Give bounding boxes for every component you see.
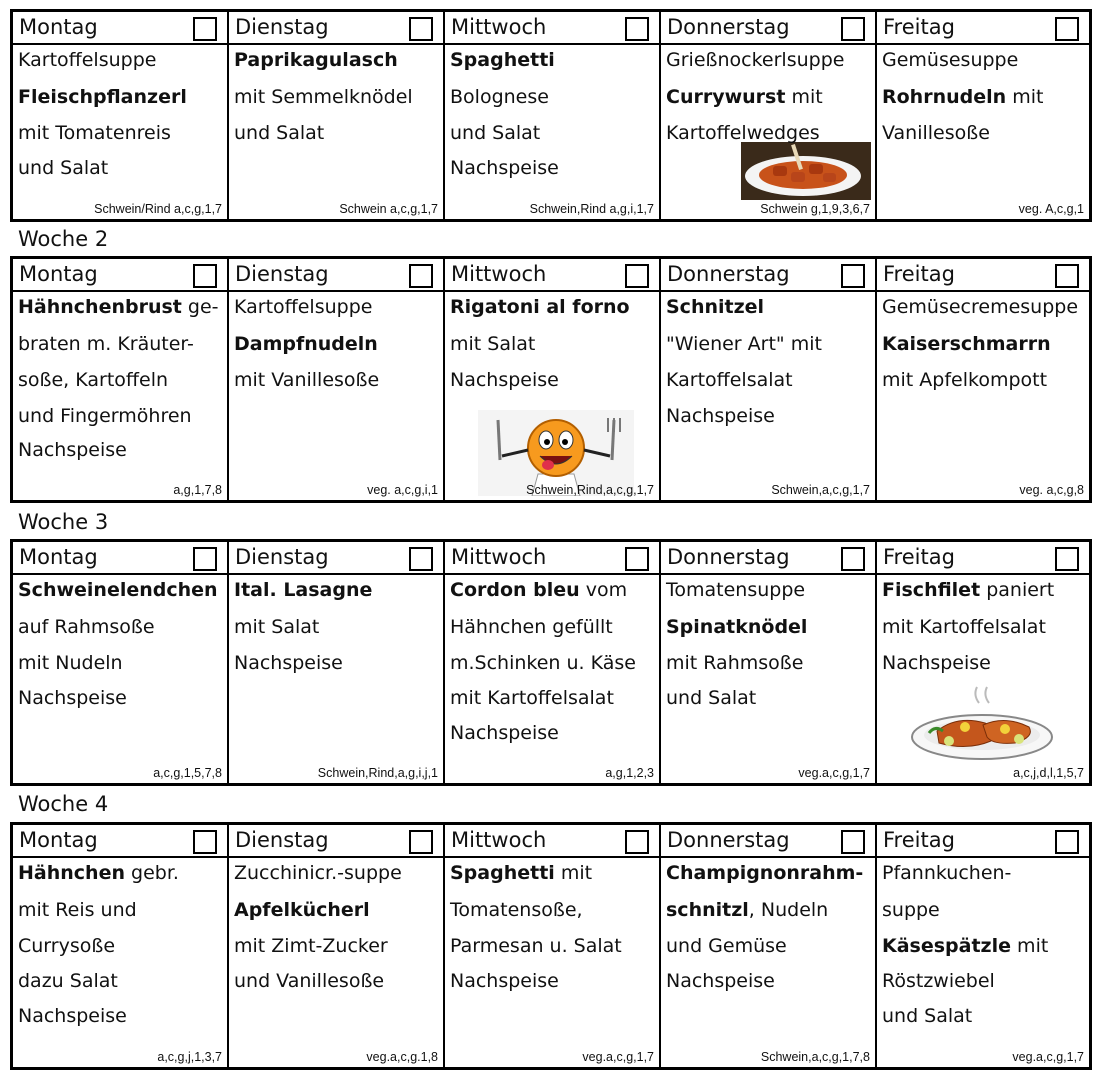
day-name: Mittwoch [451, 545, 547, 569]
meal-description [661, 858, 875, 1067]
meal-description [445, 45, 659, 219]
order-checkbox[interactable] [841, 17, 865, 41]
meal-text: und Salat [450, 122, 541, 144]
meal-text: Zucchinicr.-suppe [234, 862, 402, 884]
meal-line [450, 861, 655, 885]
order-checkbox[interactable] [193, 547, 217, 571]
meal-text: Pfannkuchen- [882, 862, 1012, 884]
day-cell-mittwoch [445, 12, 661, 219]
meal-description [877, 45, 1089, 219]
day-header [877, 542, 1089, 575]
day-cell-donnerstag [661, 542, 877, 783]
allergen-info: Schwein/Rind a,c,g,1,7 [94, 202, 222, 216]
meal-text: Tomatensoße, [450, 899, 583, 921]
meal-line [234, 898, 439, 922]
meal-line [450, 368, 655, 392]
meal-line [882, 934, 1085, 958]
day-name: Dienstag [235, 545, 329, 569]
meal-text: Tomatensuppe [666, 579, 806, 601]
meal-text: mit Nudeln [18, 652, 123, 674]
day-cell-freitag [877, 825, 1089, 1067]
meal-text: Kartoffelsuppe [234, 296, 373, 318]
allergen-info: Schwein,Rind,a,g,i,j,1 [317, 766, 438, 780]
meal-text: auf Rahmsoße [18, 616, 155, 638]
day-name: Montag [19, 828, 98, 852]
meal-text: Nachspeise [450, 722, 559, 744]
week-grid [10, 9, 1092, 222]
meal-line [666, 934, 871, 958]
day-name: Freitag [883, 262, 955, 286]
allergen-info: veg.a,c,g.1,8 [366, 1050, 438, 1064]
meal-line [450, 615, 655, 639]
allergen-info: Schwein,Rind,a,c,g,1,7 [526, 483, 654, 497]
meal-text: Kartoffelsuppe [18, 49, 157, 71]
meal-line [234, 578, 439, 602]
meal-line [450, 686, 655, 710]
meal-text: mit Tomatenreis [18, 122, 171, 144]
meal-text: Nachspeise [18, 439, 127, 461]
order-checkbox[interactable] [841, 264, 865, 288]
dish-name: Apfelkücherl [234, 899, 370, 921]
day-name: Donnerstag [667, 545, 790, 569]
meal-line [666, 969, 871, 993]
day-header [13, 542, 227, 575]
meal-line [450, 651, 655, 675]
allergen-info: Schwein,Rind a,g,i,1,7 [529, 202, 654, 216]
meal-text: Nachspeise [234, 652, 343, 674]
meal-text: braten m. Kräuter- [18, 333, 194, 355]
meal-line [882, 295, 1085, 319]
allergen-info: veg. a,c,g,8 [1019, 483, 1084, 497]
order-checkbox[interactable] [193, 830, 217, 854]
day-header [661, 825, 875, 858]
allergen-info: veg.a,c,g,1,7 [582, 1050, 654, 1064]
meal-line [666, 295, 871, 319]
meal-line [882, 578, 1085, 602]
meal-text: Nachspeise [18, 687, 127, 709]
meal-line [882, 48, 1085, 72]
meal-text: Nachspeise [450, 157, 559, 179]
day-name: Mittwoch [451, 262, 547, 286]
meal-line [18, 295, 223, 319]
allergen-info: veg. a,c,g,i,1 [367, 483, 438, 497]
day-cell-montag [13, 12, 229, 219]
meal-line [234, 295, 439, 319]
meal-line [882, 1004, 1085, 1028]
meal-text: mit [1006, 86, 1044, 108]
meal-description [661, 45, 875, 219]
day-cell-dienstag [229, 259, 445, 500]
meal-text: dazu Salat [18, 970, 118, 992]
dish-name: schnitzl [666, 899, 749, 921]
day-name: Dienstag [235, 262, 329, 286]
day-cell-freitag [877, 259, 1089, 500]
meal-line [18, 861, 223, 885]
meal-line [18, 368, 223, 392]
meal-line [666, 615, 871, 639]
meal-line [234, 121, 439, 145]
meal-description [13, 292, 227, 500]
meal-line [666, 85, 871, 109]
day-cell-dienstag [229, 825, 445, 1067]
meal-line [882, 898, 1085, 922]
day-name: Montag [19, 262, 98, 286]
meal-text: Nachspeise [666, 405, 775, 427]
dish-name: Dampfnudeln [234, 333, 378, 355]
meal-line [234, 861, 439, 885]
dish-name: Cordon bleu [450, 579, 580, 601]
meal-text: mit Zimt-Zucker [234, 935, 388, 957]
meal-text: Nachspeise [18, 1005, 127, 1027]
dish-name: Rigatoni al forno [450, 296, 630, 318]
week-grid [10, 822, 1092, 1070]
meal-line [450, 934, 655, 958]
allergen-info: a,g,1,2,3 [605, 766, 654, 780]
day-cell-freitag [877, 12, 1089, 219]
meal-line [234, 332, 439, 356]
meal-line [666, 686, 871, 710]
dish-name: Hähnchenbrust [18, 296, 182, 318]
meal-text: mit Rahmsoße [666, 652, 804, 674]
meal-line [666, 121, 871, 145]
meal-text: , Nudeln [748, 899, 829, 921]
meal-line [666, 861, 871, 885]
dish-name: Hähnchen [18, 862, 125, 884]
meal-line [18, 48, 223, 72]
day-name: Mittwoch [451, 15, 547, 39]
meal-line [882, 368, 1085, 392]
meal-text: paniert [980, 579, 1055, 601]
day-name: Mittwoch [451, 828, 547, 852]
meal-text: Hähnchen gefüllt [450, 616, 613, 638]
meal-line [18, 121, 223, 145]
day-name: Donnerstag [667, 15, 790, 39]
meal-description [229, 45, 443, 219]
meal-description [877, 575, 1089, 783]
meal-line [18, 934, 223, 958]
order-checkbox[interactable] [1055, 830, 1079, 854]
meal-line [234, 934, 439, 958]
meal-text: mit Salat [234, 616, 320, 638]
meal-text: und Salat [666, 687, 757, 709]
meal-text: mit Semmelknödel [234, 86, 413, 108]
dish-name: Fischfilet [882, 579, 981, 601]
day-header [661, 12, 875, 45]
currywurst-photo [741, 142, 871, 204]
day-header [445, 825, 659, 858]
day-cell-dienstag [229, 12, 445, 219]
order-checkbox[interactable] [625, 264, 649, 288]
meal-text: und Salat [18, 157, 109, 179]
day-cell-freitag [877, 542, 1089, 783]
meal-line [882, 332, 1085, 356]
meal-description [445, 292, 659, 500]
week-label: Woche 2 [18, 227, 109, 251]
meal-text: soße, Kartoffeln [18, 369, 169, 391]
day-name: Freitag [883, 15, 955, 39]
allergen-info: a,c,g,1,5,7,8 [153, 766, 222, 780]
meal-line [450, 85, 655, 109]
day-header [13, 259, 227, 292]
meal-line [18, 438, 223, 462]
meal-line [882, 121, 1085, 145]
meal-line [18, 332, 223, 356]
meal-line [18, 615, 223, 639]
meal-line [234, 85, 439, 109]
meal-line [666, 48, 871, 72]
day-header [445, 259, 659, 292]
allergen-info: a,g,1,7,8 [173, 483, 222, 497]
meal-description [13, 45, 227, 219]
order-checkbox[interactable] [409, 830, 433, 854]
order-checkbox[interactable] [1055, 264, 1079, 288]
dish-name: Schweinelendchen [18, 579, 218, 601]
day-name: Donnerstag [667, 262, 790, 286]
day-header [229, 12, 443, 45]
order-checkbox[interactable] [193, 264, 217, 288]
week-grid [10, 256, 1092, 503]
allergen-info: Schwein g,1,9,3,6,7 [760, 202, 870, 216]
allergen-info: Schwein,a,c,g,1,7,8 [760, 1050, 870, 1064]
dish-name: Currywurst [666, 86, 786, 108]
day-cell-donnerstag [661, 825, 877, 1067]
day-cell-donnerstag [661, 259, 877, 500]
meal-description [661, 575, 875, 783]
meal-text: mit Vanillesoße [234, 369, 380, 391]
meal-line [18, 898, 223, 922]
meal-line [450, 969, 655, 993]
meal-text: Vanillesoße [882, 122, 990, 144]
meal-line [450, 332, 655, 356]
meal-line [666, 332, 871, 356]
day-name: Dienstag [235, 15, 329, 39]
meal-description [877, 858, 1089, 1067]
meal-line [882, 85, 1085, 109]
order-checkbox[interactable] [409, 17, 433, 41]
meal-text: mit [785, 86, 823, 108]
dish-name: Käsespätzle [882, 935, 1012, 957]
dish-name: Schnitzel [666, 296, 765, 318]
dish-name: Fleischpflanzerl [18, 86, 187, 108]
day-name: Montag [19, 15, 98, 39]
meal-text: mit Apfelkompott [882, 369, 1048, 391]
day-cell-montag [13, 259, 229, 500]
allergen-info: Schwein a,c,g,1,7 [339, 202, 438, 216]
meal-text: mit Kartoffelsalat [450, 687, 614, 709]
day-name: Freitag [883, 828, 955, 852]
meal-text: mit Salat [450, 333, 536, 355]
meal-description [877, 292, 1089, 500]
meal-text: m.Schinken u. Käse [450, 652, 636, 674]
meal-text: und Fingermöhren [18, 405, 192, 427]
meal-line [666, 898, 871, 922]
meal-line [450, 121, 655, 145]
meal-text: gebr. [124, 862, 179, 884]
meal-text: mit [554, 862, 593, 884]
day-header [229, 259, 443, 292]
meal-text: "Wiener Art" mit [666, 333, 822, 355]
meal-description [13, 575, 227, 783]
week-label: Woche 4 [18, 792, 109, 816]
order-checkbox[interactable] [625, 547, 649, 571]
day-header [445, 12, 659, 45]
meal-text: suppe [882, 899, 940, 921]
order-checkbox[interactable] [409, 547, 433, 571]
dish-name: Kaiserschmarrn [882, 333, 1051, 355]
meal-text: und Salat [234, 122, 325, 144]
meal-description [229, 292, 443, 500]
day-cell-dienstag [229, 542, 445, 783]
meal-text: und Vanillesoße [234, 970, 385, 992]
meal-line [882, 969, 1085, 993]
meal-text: Nachspeise [666, 970, 775, 992]
meal-description [445, 858, 659, 1067]
meal-line [450, 721, 655, 745]
day-header [877, 259, 1089, 292]
meal-text: Nachspeise [450, 970, 559, 992]
dish-name: Champignonrahm- [666, 862, 864, 884]
meal-text: Kartoffelwedges [666, 122, 820, 144]
dish-name: Spinatknödel [666, 616, 808, 638]
day-header [877, 12, 1089, 45]
dish-name: Spaghetti [450, 49, 555, 71]
meal-text: mit Kartoffelsalat [882, 616, 1046, 638]
day-header [445, 542, 659, 575]
meal-text: und Salat [882, 1005, 973, 1027]
day-cell-montag [13, 542, 229, 783]
meal-line [18, 969, 223, 993]
day-name: Freitag [883, 545, 955, 569]
order-checkbox[interactable] [1055, 547, 1079, 571]
meal-line [450, 578, 655, 602]
day-header [13, 825, 227, 858]
order-checkbox[interactable] [841, 830, 865, 854]
meal-text: Röstzwiebel [882, 970, 995, 992]
day-name: Donnerstag [667, 828, 790, 852]
meal-line [666, 404, 871, 428]
meal-line [18, 578, 223, 602]
order-checkbox[interactable] [625, 830, 649, 854]
meal-text: und Gemüse [666, 935, 787, 957]
allergen-info: veg.a,c,g,1,7 [1012, 1050, 1084, 1064]
meal-text: mit Reis und [18, 899, 137, 921]
allergen-info: a,c,j,d,l,1,5,7 [1013, 766, 1084, 780]
meal-line [234, 969, 439, 993]
day-header [661, 259, 875, 292]
meal-text: vom [579, 579, 628, 601]
meal-description [229, 858, 443, 1067]
fish-plate [907, 685, 1057, 771]
order-checkbox[interactable] [1055, 17, 1079, 41]
order-checkbox[interactable] [625, 17, 649, 41]
meal-text: Parmesan u. Salat [450, 935, 622, 957]
meal-text: Currysoße [18, 935, 116, 957]
day-header [877, 825, 1089, 858]
meal-line [18, 85, 223, 109]
meal-text: ge- [181, 296, 219, 318]
meal-line [666, 368, 871, 392]
day-header [229, 542, 443, 575]
meal-line [18, 156, 223, 180]
meal-line [450, 898, 655, 922]
meal-line [234, 651, 439, 675]
meal-line [18, 1004, 223, 1028]
day-header [661, 542, 875, 575]
meal-text: Nachspeise [450, 369, 559, 391]
day-name: Montag [19, 545, 98, 569]
dish-name: Spaghetti [450, 862, 555, 884]
meal-description [661, 292, 875, 500]
order-checkbox[interactable] [409, 264, 433, 288]
meal-line [450, 48, 655, 72]
meal-line [234, 615, 439, 639]
meal-line [450, 295, 655, 319]
meal-description [13, 858, 227, 1067]
meal-line [882, 615, 1085, 639]
day-cell-mittwoch [445, 542, 661, 783]
meal-line [882, 651, 1085, 675]
week-grid [10, 539, 1092, 786]
meal-line [234, 48, 439, 72]
meal-line [666, 578, 871, 602]
meal-text: Gemüsecremesuppe [882, 296, 1079, 318]
meal-text: Nachspeise [882, 652, 991, 674]
day-cell-donnerstag [661, 12, 877, 219]
allergen-info: Schwein,a,c,g,1,7 [771, 483, 870, 497]
dish-name: Rohrnudeln [882, 86, 1007, 108]
meal-line [882, 861, 1085, 885]
meal-description [445, 575, 659, 783]
day-name: Dienstag [235, 828, 329, 852]
dish-name: Paprikagulasch [234, 49, 398, 71]
meal-text: Gemüsesuppe [882, 49, 1019, 71]
meal-text: Bolognese [450, 86, 549, 108]
day-cell-mittwoch [445, 259, 661, 500]
day-cell-mittwoch [445, 825, 661, 1067]
allergen-info: veg.a,c,g,1,7 [798, 766, 870, 780]
meal-line [18, 651, 223, 675]
meal-line [450, 156, 655, 180]
meal-text: mit [1011, 935, 1049, 957]
meal-line [18, 686, 223, 710]
meal-description [229, 575, 443, 783]
day-cell-montag [13, 825, 229, 1067]
allergen-info: a,c,g,j,1,3,7 [157, 1050, 222, 1064]
dish-name: Ital. Lasagne [234, 579, 373, 601]
meal-line [234, 368, 439, 392]
week-label: Woche 3 [18, 510, 109, 534]
allergen-info: veg. A,c,g,1 [1018, 202, 1084, 216]
day-header [13, 12, 227, 45]
meal-text: Grießnockerlsuppe [666, 49, 845, 71]
order-checkbox[interactable] [841, 547, 865, 571]
meal-line [18, 404, 223, 428]
day-header [229, 825, 443, 858]
meal-text: Kartoffelsalat [666, 369, 793, 391]
order-checkbox[interactable] [193, 17, 217, 41]
meal-line [666, 651, 871, 675]
